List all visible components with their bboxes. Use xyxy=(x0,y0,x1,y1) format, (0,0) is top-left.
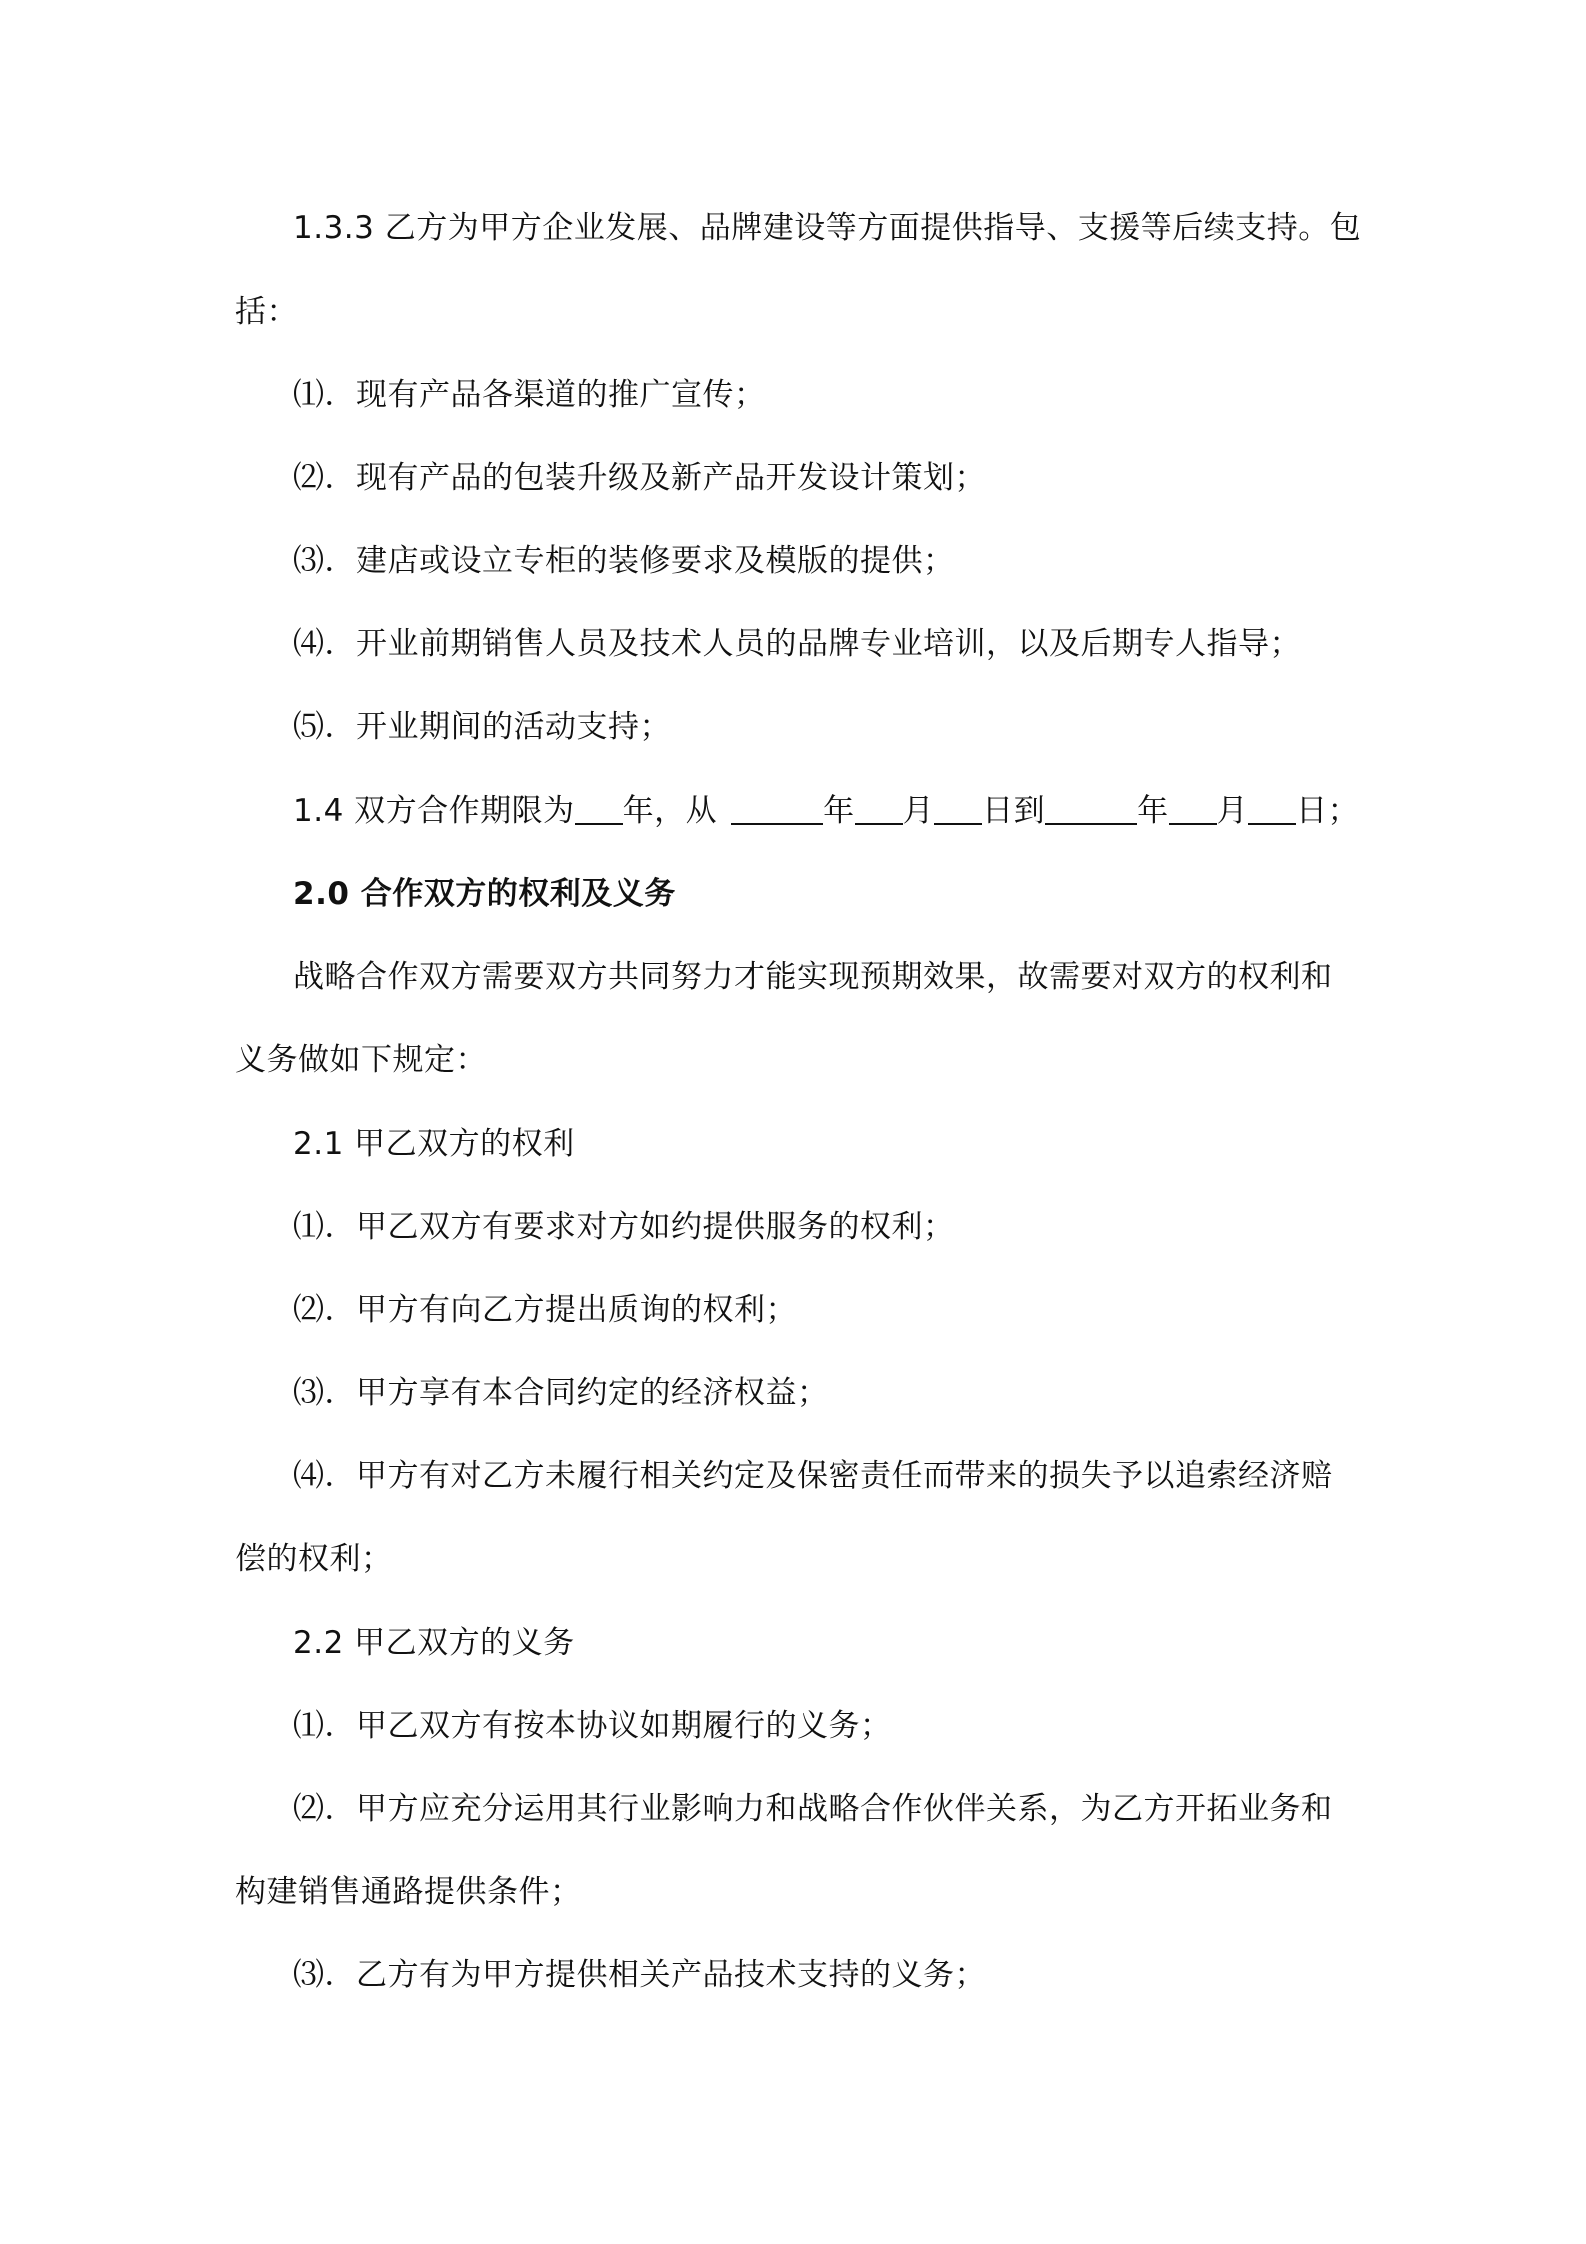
section-heading-2-0: 2.0 合作双方的权利及义务 xyxy=(293,876,676,912)
list-item: ⑷．甲方有对乙方未履行相关约定及保密责任而带来的损失予以追索经济赔 xyxy=(293,1458,1333,1494)
term-d2: 日； xyxy=(1296,793,1360,829)
blank-end-year xyxy=(1045,793,1137,825)
list-item: ⑵．甲方应充分运用其行业影响力和战略合作伙伴关系，为乙方开拓业务和 xyxy=(293,1791,1333,1827)
blank-start-day xyxy=(934,793,982,825)
term-year-unit: 年，从 xyxy=(622,793,718,829)
list-item: ⑶．建店或设立专柜的装修要求及模版的提供； xyxy=(293,543,955,579)
clause-1-4-term xyxy=(293,791,1359,831)
paragraph-continued: 义务做如下规定： xyxy=(235,1042,487,1078)
list-item: ⑴．甲乙双方有按本协议如期履行的义务； xyxy=(293,1708,892,1744)
clause-1-3-3: 1.3.3 乙方为甲方企业发展、品牌建设等方面提供指导、支援等后续支持。包 xyxy=(293,210,1362,246)
blank-start-year xyxy=(731,793,823,825)
term-y1: 年 xyxy=(823,793,855,829)
list-item-continued: 构建销售通路提供条件； xyxy=(235,1874,582,1910)
section-heading-2-1: 2.1 甲乙双方的权利 xyxy=(293,1126,575,1162)
list-item: ⑴．甲乙双方有要求对方如约提供服务的权利； xyxy=(293,1209,955,1245)
list-item: ⑶．甲方享有本合同约定的经济权益； xyxy=(293,1375,829,1411)
blank-end-day xyxy=(1248,793,1296,825)
term-m2: 月 xyxy=(1216,793,1249,829)
list-item: ⑵．现有产品的包装升级及新产品开发设计策划； xyxy=(293,460,986,496)
list-item: ⑷．开业前期销售人员及技术人员的品牌专业培训，以及后期专人指导； xyxy=(293,626,1301,662)
term-d1: 日到 xyxy=(982,793,1046,829)
list-item: ⑴．现有产品各渠道的推广宣传； xyxy=(293,377,766,413)
term-m1: 月 xyxy=(902,793,935,829)
blank-years xyxy=(575,793,623,825)
term-prefix: 1.4 双方合作期限为 xyxy=(293,793,575,829)
blank-end-month xyxy=(1169,793,1217,825)
clause-1-3-3-continued: 括： xyxy=(235,294,298,330)
list-item: ⑶．乙方有为甲方提供相关产品技术支持的义务； xyxy=(293,1957,986,1993)
list-item: ⑸．开业期间的活动支持； xyxy=(293,709,671,745)
blank-start-month xyxy=(855,793,903,825)
term-y2: 年 xyxy=(1137,793,1169,829)
list-item: ⑵．甲方有向乙方提出质询的权利； xyxy=(293,1292,797,1328)
section-heading-2-2: 2.2 甲乙双方的义务 xyxy=(293,1625,575,1661)
list-item-continued: 偿的权利； xyxy=(235,1541,393,1577)
paragraph: 战略合作双方需要双方共同努力才能实现预期效果，故需要对双方的权利和 xyxy=(293,959,1333,995)
